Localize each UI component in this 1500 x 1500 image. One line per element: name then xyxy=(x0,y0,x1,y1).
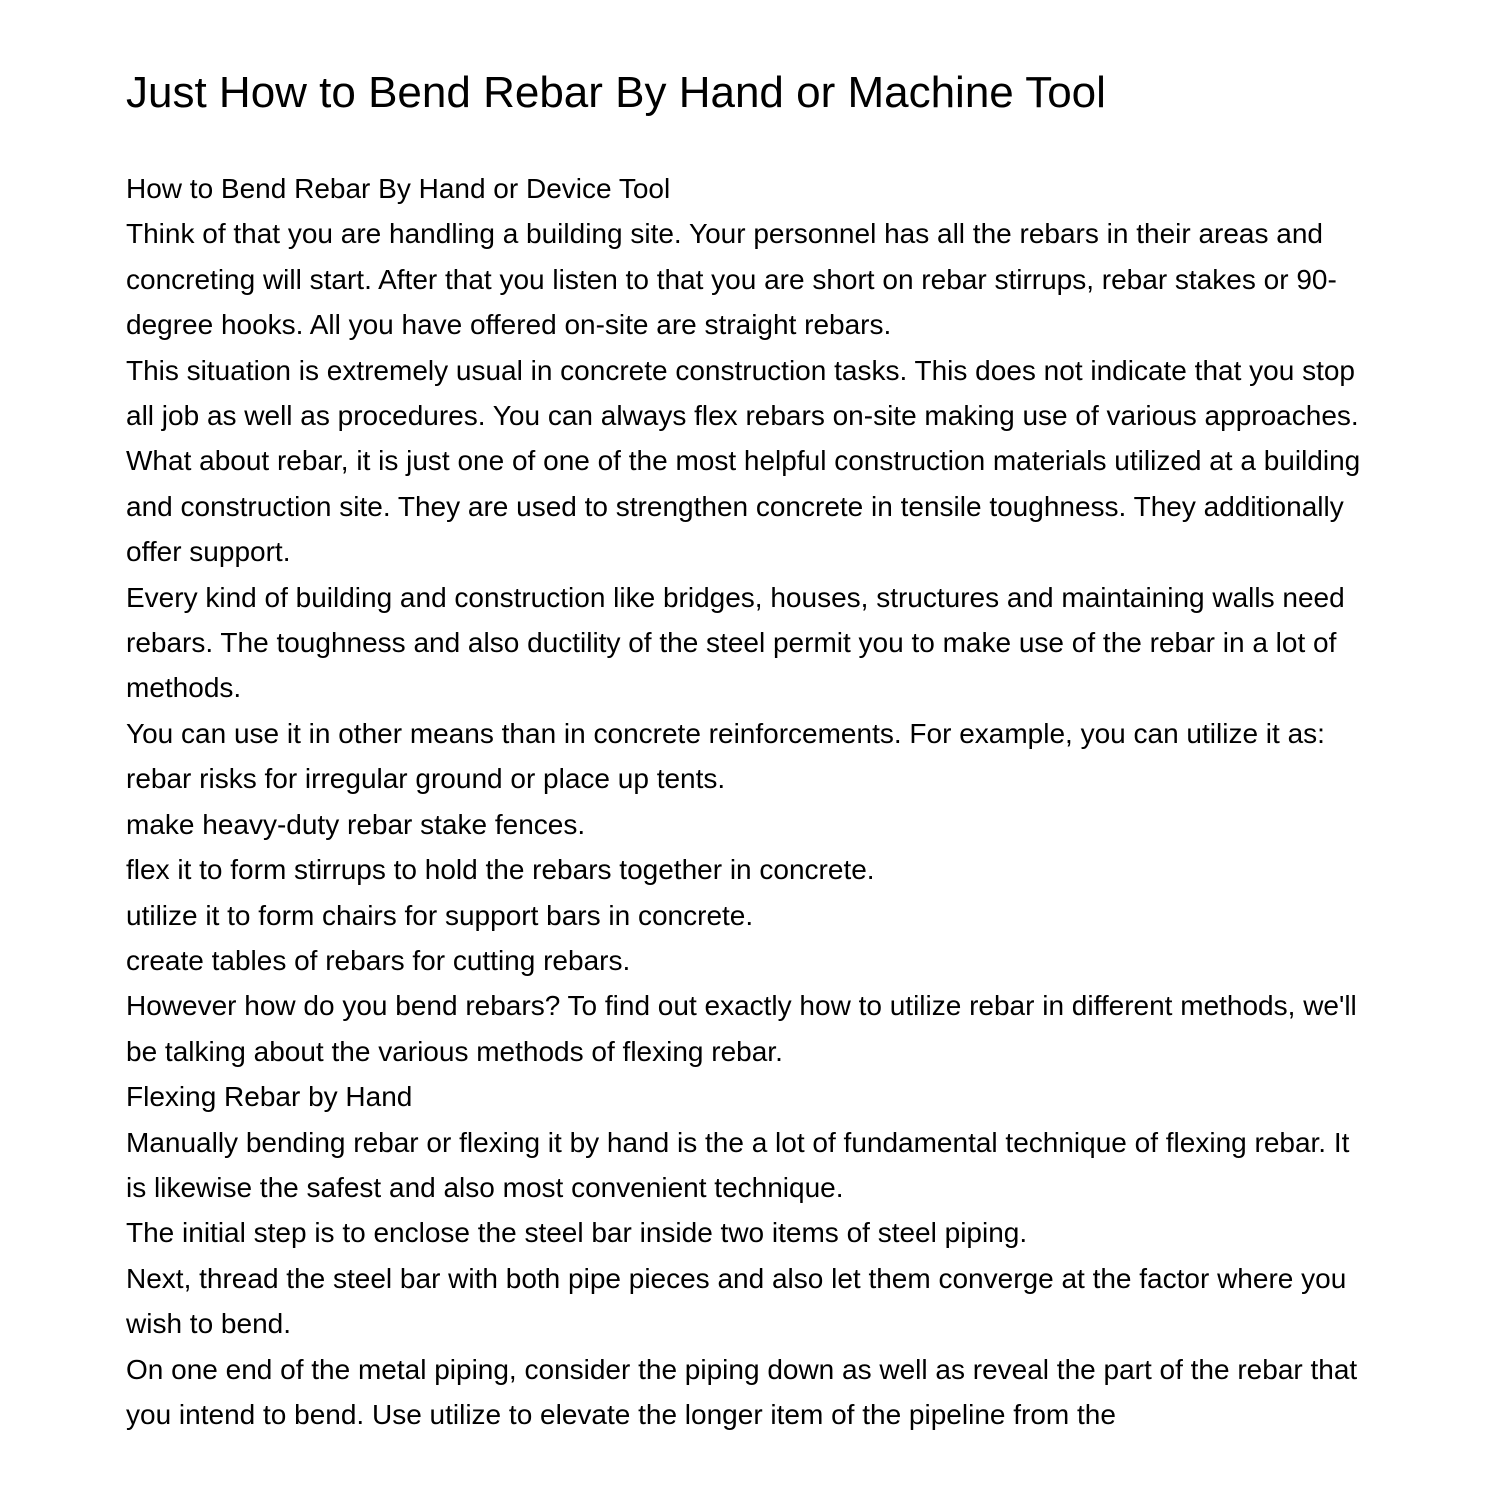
document-title: Just How to Bend Rebar By Hand or Machine Tool xyxy=(126,68,1106,117)
section-heading: Flexing Rebar by Hand xyxy=(126,1081,413,1113)
paragraph: The initial step is to enclose the steel bar inside two items of steel piping. xyxy=(126,1217,1028,1249)
paragraph: Next, thread the steel bar with both pipe pieces and also let them converge at the factor where you wish to bend. xyxy=(126,1262,1347,1340)
list-item: create tables of rebars for cutting rebars. xyxy=(126,944,631,976)
list-item: utilize it to form chairs for support bars in concrete. xyxy=(126,899,754,931)
paragraph: You can use it in other means than in concrete reinforcements. For example, you can utilize it as: xyxy=(126,717,1325,749)
list-item: make heavy-duty rebar stake fences. xyxy=(126,808,586,840)
paragraph: Manually bending rebar or flexing it by hand is the a lot of fundamental technique of flexing rebar. It is likewise the safest and also most convenient technique. xyxy=(126,1126,1350,1203)
paragraph: This situation is extremely usual in concrete construction tasks. This does not indicate that you stop all job as well as procedures. You can always flex rebars on-site making use of various approaches. xyxy=(126,354,1359,432)
paragraph: Every kind of building and construction like bridges, houses, structures and maintaining walls need rebars. The toughness and also ductility of the steel permit you to make use of the rebar in a lot of methods. xyxy=(126,581,1345,704)
paragraph: Think of that you are handling a building site. Your personnel has all the rebars in their areas and concreting will start. After that you listen to that you are short on rebar stirrups, rebar stakes or 90-degree hooks. All you have offered on-site are straight rebars. xyxy=(126,218,1337,341)
paragraph: However how do you bend rebars? To find out exactly how to utilize rebar in different methods, we'll be talking about the various methods of flexing rebar. xyxy=(126,990,1357,1067)
paragraph: On one end of the metal piping, consider the piping down as well as reveal the part of the rebar that you intend to bend. Use utilize to elevate the longer item of the pipeline from the xyxy=(126,1353,1358,1430)
paragraph: How to Bend Rebar By Hand or Device Tool xyxy=(126,173,671,204)
document-body xyxy=(126,166,1376,1437)
list-item: rebar risks for irregular ground or place up tents. xyxy=(126,763,726,795)
list-item: flex it to form stirrups to hold the rebars together in concrete. xyxy=(126,854,875,886)
paragraph: What about rebar, it is just one of one of the most helpful construction materials utilized at a building and construction site. They are used to strengthen concrete in tensile toughness. They additionally offer support. xyxy=(126,445,1361,568)
